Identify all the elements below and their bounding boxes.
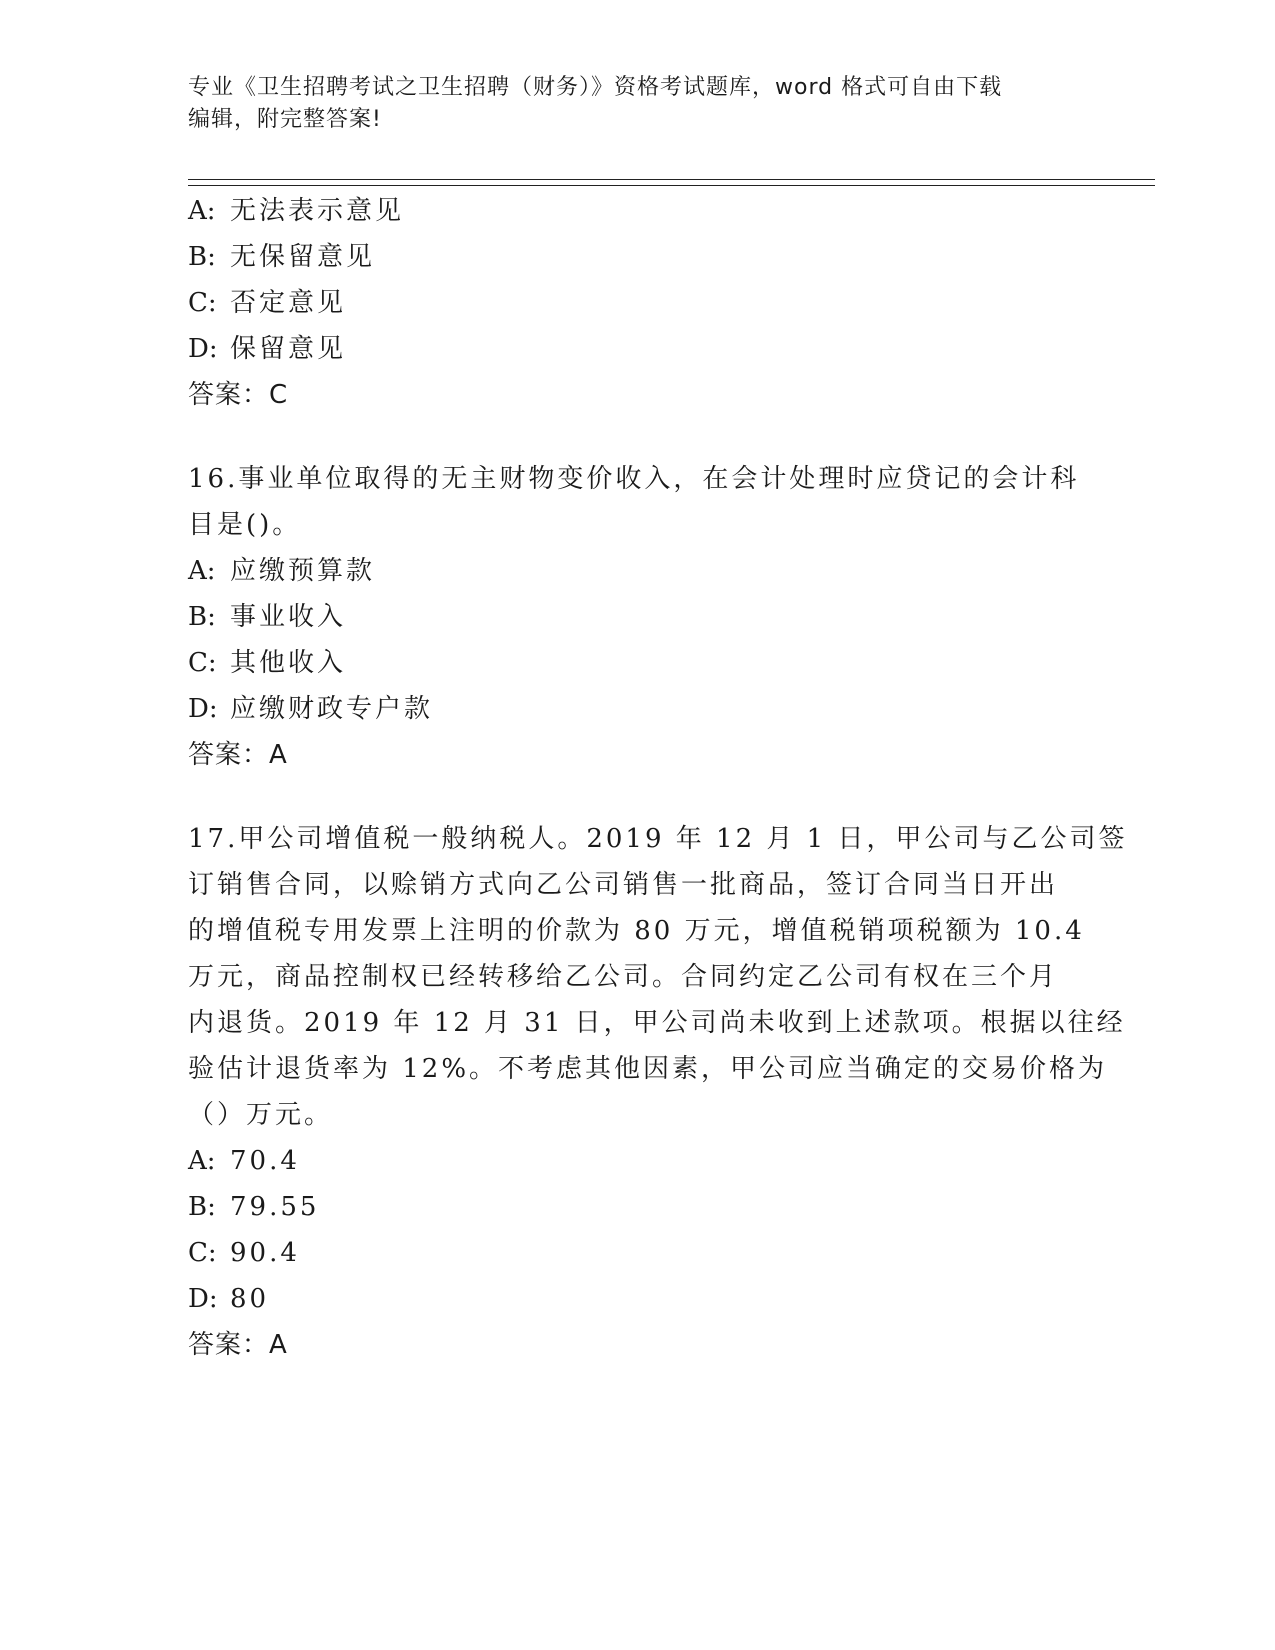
option-text: 70.4 bbox=[230, 1146, 300, 1176]
header-divider-bottom bbox=[188, 185, 1155, 186]
option-letter: D: bbox=[188, 694, 218, 724]
option-text: 无法表示意见 bbox=[230, 196, 405, 226]
question-stem-line: 订销售合同，以赊销方式向乙公司销售一批商品，签订合同当日开出 bbox=[188, 870, 1059, 900]
option-text: 80 bbox=[230, 1284, 270, 1314]
question-stem-line: 目是()。 bbox=[188, 510, 302, 540]
option-text: 应缴预算款 bbox=[230, 556, 376, 586]
option-b bbox=[188, 1184, 1088, 1230]
document-header bbox=[188, 72, 1088, 136]
question-stem-line: 的增值税专用发票上注明的价款为 80 万元，增值税销项税额为 10.4 bbox=[188, 916, 1085, 946]
option-letter: A: bbox=[188, 1146, 216, 1176]
question-stem-line: 验估计退货率为 12%。不考虑其他因素，甲公司应当确定的交易价格为 bbox=[188, 1054, 1108, 1084]
answer: 答案：A bbox=[188, 1330, 288, 1360]
question-stem-line: 16.事业单位取得的无主财物变价收入，在会计处理时应贷记的会计科 bbox=[188, 464, 1080, 494]
option-letter: A: bbox=[188, 196, 216, 226]
question-stem-line: 17.甲公司增值税一般纳税人。2019 年 12 月 1 日，甲公司与乙公司签 bbox=[188, 824, 1128, 854]
option-text: 应缴财政专户款 bbox=[230, 694, 434, 724]
question-stem-line: 内退货。2019 年 12 月 31 日，甲公司尚未收到上述款项。根据以往经 bbox=[188, 1008, 1126, 1038]
option-c bbox=[188, 1230, 1088, 1276]
question-content bbox=[188, 188, 1128, 1368]
header-line-1: 专业《卫生招聘考试之卫生招聘（财务）》资格考试题库，word 格式可自由下载 bbox=[188, 75, 1003, 100]
question-15 bbox=[188, 188, 1088, 418]
option-text: 保留意见 bbox=[230, 334, 347, 364]
option-letter: A: bbox=[188, 556, 216, 586]
option-text: 其他收入 bbox=[230, 648, 347, 678]
option-a bbox=[188, 1138, 1088, 1184]
option-d bbox=[188, 1276, 1088, 1322]
option-b bbox=[188, 234, 1088, 280]
option-letter: C: bbox=[188, 288, 217, 318]
option-c bbox=[188, 640, 1088, 686]
question-17 bbox=[188, 816, 1128, 1368]
option-letter: D: bbox=[188, 1284, 218, 1314]
header-line-2: 编辑，附完整答案! bbox=[188, 107, 382, 132]
option-c bbox=[188, 280, 1088, 326]
option-text: 事业收入 bbox=[230, 602, 347, 632]
option-letter: C: bbox=[188, 648, 217, 678]
question-stem-line: （）万元。 bbox=[188, 1100, 334, 1130]
option-a bbox=[188, 188, 1088, 234]
option-a bbox=[188, 548, 1088, 594]
option-text: 79.55 bbox=[230, 1192, 320, 1222]
question-16 bbox=[188, 456, 1088, 778]
answer: 答案：C bbox=[188, 380, 289, 410]
option-letter: B: bbox=[188, 602, 216, 632]
option-text: 否定意见 bbox=[230, 288, 347, 318]
question-stem-line: 万元，商品控制权已经转移给乙公司。合同约定乙公司有权在三个月 bbox=[188, 962, 1059, 992]
option-d bbox=[188, 686, 1088, 732]
option-letter: B: bbox=[188, 1192, 216, 1222]
option-text: 90.4 bbox=[230, 1238, 300, 1268]
option-b bbox=[188, 594, 1088, 640]
answer: 答案：A bbox=[188, 740, 288, 770]
option-letter: C: bbox=[188, 1238, 217, 1268]
option-letter: B: bbox=[188, 242, 216, 272]
option-letter: D: bbox=[188, 334, 218, 364]
option-text: 无保留意见 bbox=[230, 242, 376, 272]
option-d bbox=[188, 326, 1088, 372]
header-divider-top bbox=[188, 179, 1155, 180]
